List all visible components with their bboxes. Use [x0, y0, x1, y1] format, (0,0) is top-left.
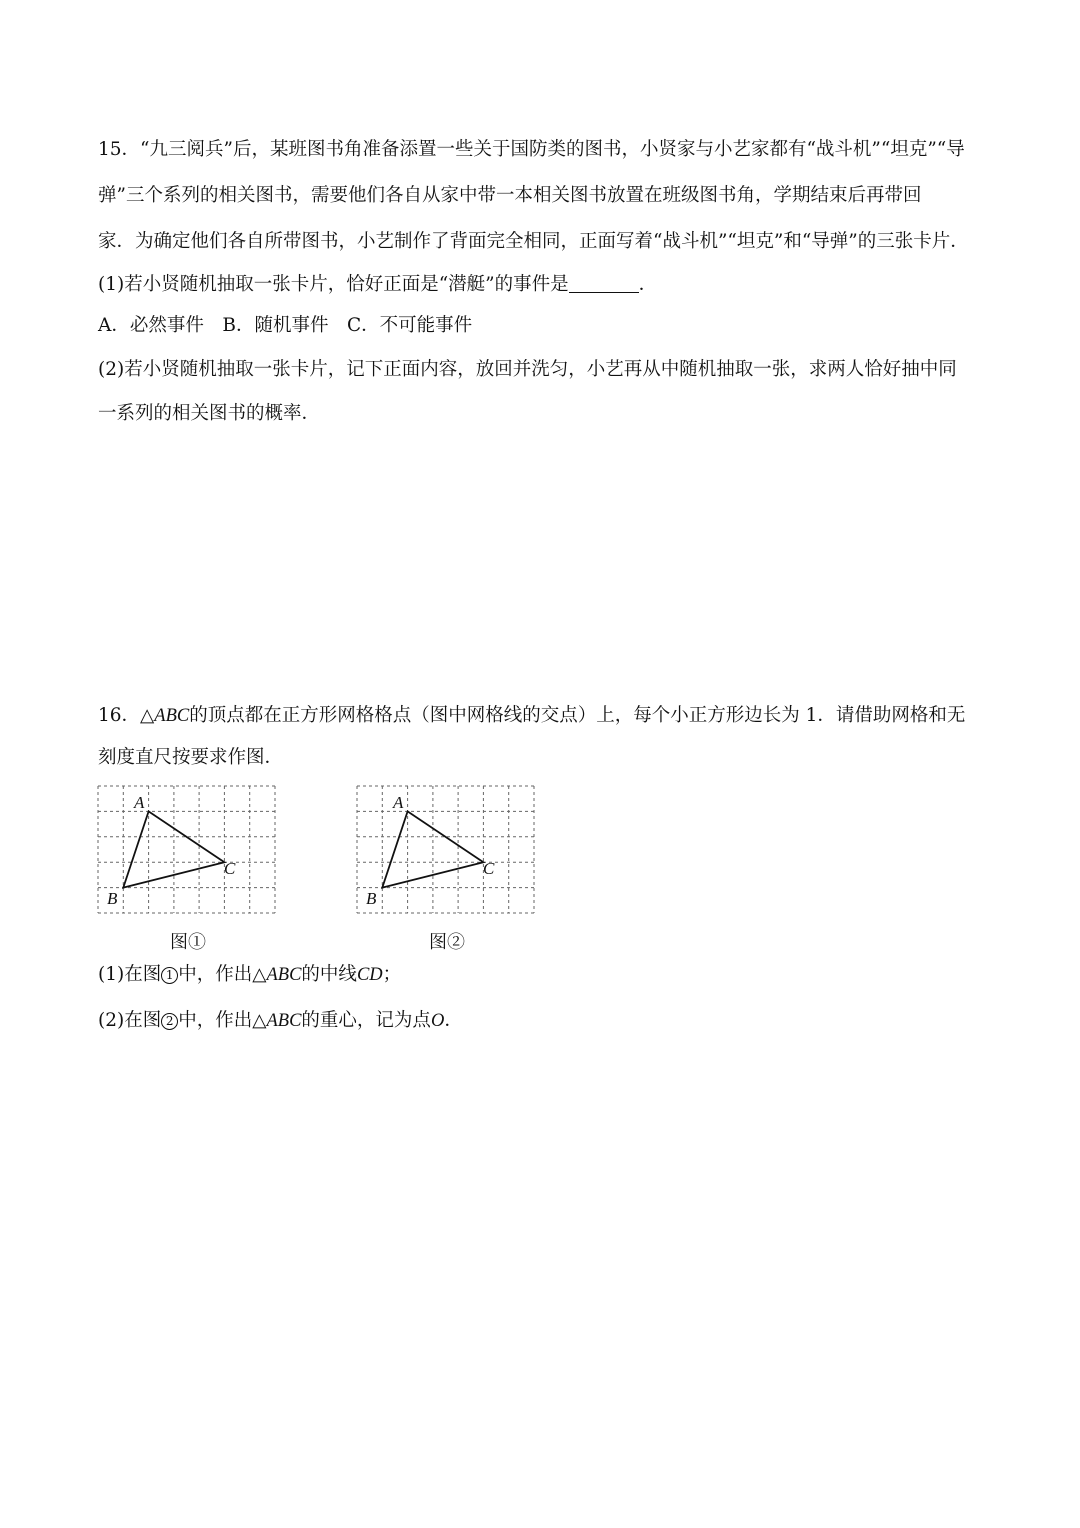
circled-1: 1 — [161, 967, 178, 984]
label-b: B — [366, 889, 377, 908]
q16-part-2-mid: 中，作出 — [178, 1010, 253, 1031]
triangle-symbol: △ — [252, 1010, 267, 1031]
q15-part-1 — [98, 274, 657, 295]
label-c: C — [483, 859, 495, 878]
point-o: O — [430, 1011, 445, 1031]
grid-lines — [98, 786, 275, 913]
q16-line-1-text: 的顶点都在正方形网格格点（图中网格线的交点）上，每个小正方形边长为 1．请借助网格和无 — [189, 705, 966, 726]
grid-lines — [357, 786, 534, 913]
triangle-name: ABC — [266, 965, 302, 985]
triangle-name: ABC — [266, 1011, 302, 1031]
q15-part-1-end: ． — [638, 274, 658, 295]
triangle-symbol: △ — [252, 964, 267, 985]
label-a: A — [134, 793, 145, 812]
q15-line-3: 家．为确定他们各自所带图书，小艺制作了背面完全相同，正面写着“战斗机”“坦克”和“导弹”的三张卡片． — [98, 231, 969, 252]
q16-part-1-prefix: (1)在图 — [98, 964, 162, 985]
circled-2: 2 — [161, 1013, 178, 1030]
q16-part-2-end: ． — [444, 1010, 463, 1031]
q16-part-1-text: 的中线 — [301, 964, 357, 985]
q15-part-2-line-2: 一系列的相关图书的概率． — [98, 403, 321, 424]
figure-2 — [356, 785, 536, 915]
q16-line-1 — [98, 706, 965, 726]
label-c: C — [224, 859, 236, 878]
figure-2-caption: 图② — [429, 932, 465, 953]
q15-line-1: 15．“九三阅兵”后，某班图书角准备添置一些关于国防类的图书，小贤家与小艺家都有“战斗机”“坦克”“导 — [98, 139, 965, 160]
answer-blank[interactable] — [569, 274, 639, 293]
label-a: A — [393, 793, 404, 812]
q15-part-2-line-1: (2)若小贤随机抽取一张卡片，记下正面内容，放回并洗匀，小艺再从中随机抽取一张，求两人恰好抽中同 — [98, 359, 957, 380]
grid-figure-1 — [97, 785, 277, 915]
figure-1-caption: 图① — [170, 932, 206, 953]
figure-1 — [97, 785, 277, 915]
q16-part-1-mid: 中，作出 — [178, 964, 253, 985]
triangle-symbol: △ — [140, 705, 155, 726]
q16-part-1 — [98, 965, 401, 985]
label-b: B — [107, 889, 118, 908]
q15-options: A．必然事件 B．随机事件 C．不可能事件 — [98, 315, 473, 336]
question-15 — [98, 140, 988, 440]
q15-line-2: 弹”三个系列的相关图书，需要他们各自从家中带一本相关图书放置在班级图书角，学期结束后再带回 — [98, 185, 922, 206]
segment-cd: CD — [356, 965, 383, 985]
q15-part-1-text: (1)若小贤随机抽取一张卡片，恰好正面是“潜艇”的事件是 — [98, 274, 569, 295]
q16-part-2 — [98, 1011, 463, 1031]
grid-figure-2 — [356, 785, 536, 915]
q16-part-2-text: 的重心，记为点 — [301, 1010, 431, 1031]
triangle-name: ABC — [154, 706, 190, 726]
q16-part-1-end: ； — [382, 964, 402, 985]
q16-line-2: 刻度直尺按要求作图． — [98, 747, 284, 768]
q16-part-2-prefix: (2)在图 — [98, 1010, 162, 1031]
q16-number: 16． — [98, 705, 141, 726]
